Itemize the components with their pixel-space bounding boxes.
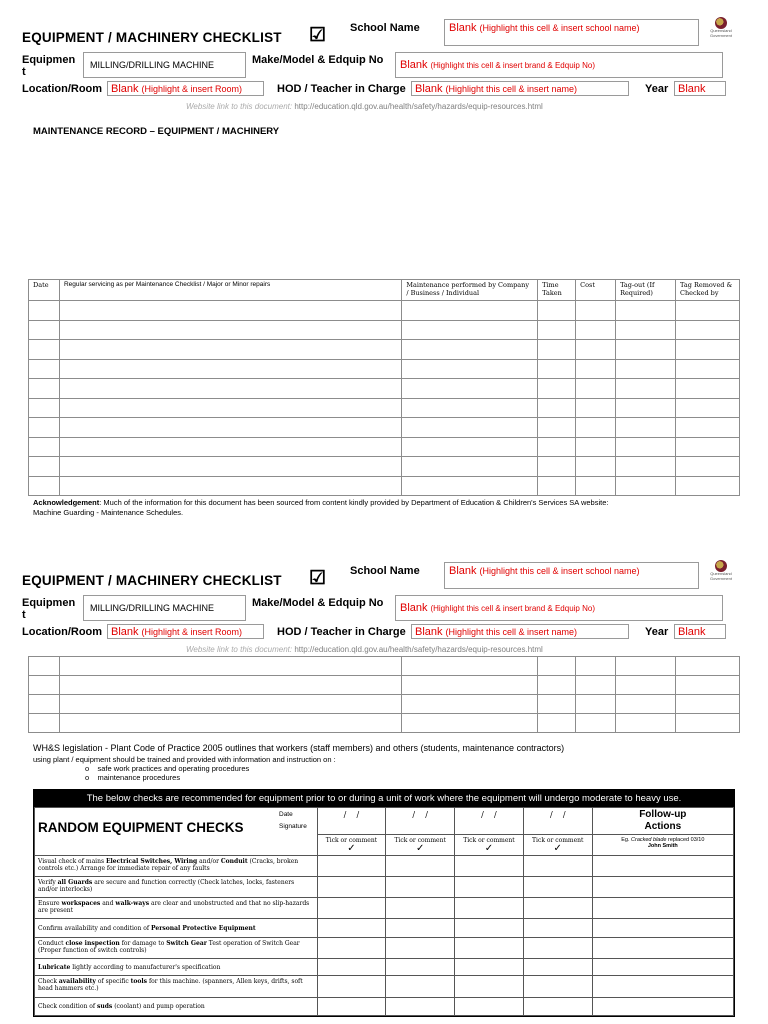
check-item: Verify all Guards are secure and function correctly (Check latches, locks, fasteners and/or interlocks) xyxy=(35,877,318,898)
table-row[interactable] xyxy=(29,379,740,399)
tick-icon: ✓ xyxy=(553,843,562,854)
hod-label-2: HOD / Teacher in Charge xyxy=(277,626,406,638)
col-tagout: Tag-out (If Required) xyxy=(616,280,676,301)
table-row[interactable] xyxy=(29,695,740,714)
col-tag-removed: Tag Removed & Checked by xyxy=(676,280,740,301)
check-item: Check availability of specific tools for this machine. (spanners, Allen keys, drifts, soft head hammers etc.) xyxy=(35,976,318,998)
make-model-field[interactable] xyxy=(395,52,723,78)
hod-blank: Blank xyxy=(415,83,443,95)
table-row[interactable] xyxy=(29,398,740,418)
followup-label-2: Actions xyxy=(644,821,682,832)
school-name-field-2[interactable] xyxy=(444,562,699,589)
check-item: Ensure workspaces and walk-ways are clear and unobstructed and that no slip-hazards are present xyxy=(35,898,318,919)
table-row[interactable] xyxy=(29,457,740,477)
check-item: Check condition of suds (coolant) and pump operation xyxy=(35,998,318,1016)
school-note-2: (Highlight this cell & insert school name) xyxy=(479,566,640,576)
legislation-bullets xyxy=(85,764,249,782)
bullet-icon: o xyxy=(85,764,90,773)
table-row[interactable] xyxy=(29,418,740,438)
check-row xyxy=(35,998,734,1016)
check-item: Conduct close inspection for damage to Switch Gear Test operation of Switch Gear (Proper function of switch controls) xyxy=(35,938,318,959)
location-label: Location/Room xyxy=(22,83,103,95)
location-label-2: Location/Room xyxy=(22,626,103,638)
maintenance-table-continued xyxy=(28,656,740,733)
check-item: Lubricate lightly according to manufacturer's specification xyxy=(35,959,318,976)
table-row[interactable] xyxy=(29,340,740,360)
location-note: (Highlight & insert Room) xyxy=(141,84,242,94)
col-performed-by: Maintenance performed by Company / Business / Individual xyxy=(402,280,538,301)
hod-label: HOD / Teacher in Charge xyxy=(277,83,406,95)
year-label-2: Year xyxy=(645,626,669,638)
location-blank-2: Blank xyxy=(111,626,139,638)
bullet-icon: o xyxy=(85,773,90,782)
signature-label: Signature xyxy=(279,823,307,830)
checklist-title-2: EQUIPMENT / MACHINERY CHECKLIST xyxy=(22,573,282,588)
link-url[interactable]: http://education.qld.gov.au/health/safety/hazards/equip-resources.html xyxy=(294,102,543,111)
acknowledgement xyxy=(33,498,608,518)
list-item: o safe work practices and operating procedures xyxy=(85,764,250,773)
location-note-2: (Highlight & insert Room) xyxy=(141,627,242,637)
table-row[interactable] xyxy=(29,359,740,379)
logo-text: Queensland Government xyxy=(709,28,732,38)
logo-text-2: Queensland Government xyxy=(709,571,732,581)
school-blank: Blank xyxy=(449,22,477,34)
legislation-line-1: WH&S legislation - Plant Code of Practice 2005 outlines that workers (staff members) and others (students, maintenance contractors) xyxy=(33,743,565,753)
check-row xyxy=(35,959,734,976)
hod-field[interactable] xyxy=(411,81,629,96)
followup-label-1: Follow-up xyxy=(639,809,687,820)
queensland-government-logo xyxy=(706,17,736,38)
make-blank-2: Blank xyxy=(400,602,428,614)
equipment-value: MILLING/DRILLING MACHINE xyxy=(90,60,215,70)
link-url-2[interactable]: http://education.qld.gov.au/health/safety/hazards/equip-resources.html xyxy=(294,645,543,654)
make-model-label: Make/Model & Edquip No xyxy=(252,54,384,66)
hod-field-2[interactable] xyxy=(411,624,629,639)
tick-header-2: Tick or comment ✓ xyxy=(386,835,455,856)
checks-banner: The below checks are recommended for equipment prior to or during a unit of work where the equipment will undergo moderate to heavy use. xyxy=(34,790,734,807)
checkbox-icon[interactable]: ☑ xyxy=(309,568,327,589)
check-row xyxy=(35,877,734,898)
equipment-label: Equipmen xyxy=(22,54,76,66)
year-label: Year xyxy=(645,83,669,95)
followup-example: Eg. Cracked blade replaced 03/10 John Smith xyxy=(592,835,733,856)
checks-title-cell xyxy=(35,808,318,856)
table-row[interactable] xyxy=(29,320,740,340)
make-note-2: (Highlight this cell & insert brand & Edquip No) xyxy=(430,604,595,613)
equipment-label-wrap: t xyxy=(22,66,26,78)
school-name-label: School Name xyxy=(350,22,420,34)
year-field-2[interactable] xyxy=(674,624,726,639)
tick-header-1: Tick or comment ✓ xyxy=(317,835,386,856)
ack-text-2: Machine Guarding - Maintenance Schedules. xyxy=(33,508,184,517)
location-field-2[interactable] xyxy=(107,624,264,639)
table-row[interactable] xyxy=(29,657,740,676)
equipment-value-2: MILLING/DRILLING MACHINE xyxy=(90,603,215,613)
tick-icon: ✓ xyxy=(415,843,425,854)
hod-note-2: (Highlight this cell & insert name) xyxy=(445,627,578,637)
website-link-2[interactable] xyxy=(186,645,543,654)
make-model-label-2: Make/Model & Edquip No xyxy=(252,597,384,609)
check-item: Confirm availability and condition of Personal Protective Equipment xyxy=(35,919,318,938)
tick-header-4: Tick or comment ✓ xyxy=(523,835,592,856)
date-cell-3[interactable]: / / xyxy=(455,808,524,835)
col-cost: Cost xyxy=(576,280,616,301)
year-field[interactable] xyxy=(674,81,726,96)
make-blank: Blank xyxy=(400,59,428,71)
tick-icon: ✓ xyxy=(484,843,494,854)
table-row[interactable] xyxy=(29,437,740,457)
checklist-title: EQUIPMENT / MACHINERY CHECKLIST xyxy=(22,30,282,45)
legislation-line-2: using plant / equipment should be trained and provided with information and instruction on : xyxy=(33,755,336,764)
col-servicing: Regular servicing as per Maintenance Checklist / Major or Minor repairs xyxy=(59,280,401,301)
table-row[interactable] xyxy=(29,301,740,321)
date-label: Date xyxy=(279,811,293,818)
followup-header xyxy=(592,808,733,835)
equipment-field[interactable] xyxy=(83,52,246,78)
table-row[interactable] xyxy=(29,676,740,695)
random-checks-panel xyxy=(33,789,735,1017)
check-row xyxy=(35,938,734,959)
ack-label: Acknowledgement xyxy=(33,498,100,507)
hod-blank-2: Blank xyxy=(415,626,443,638)
check-item: Visual check of mains Electrical Switches, Wiring and/or Conduit (Cracks, broken controls etc.) Arrange for immediate repair of any faults xyxy=(35,856,318,877)
hod-note: (Highlight this cell & insert name) xyxy=(445,84,578,94)
example-name: John Smith xyxy=(647,843,678,849)
checks-title: RANDOM EQUIPMENT CHECKS xyxy=(38,820,244,835)
check-row xyxy=(35,856,734,877)
year-blank: Blank xyxy=(678,83,706,95)
col-date: Date xyxy=(29,280,60,301)
school-blank-2: Blank xyxy=(449,565,477,577)
make-model-field-2[interactable] xyxy=(395,595,723,621)
link-prefix: Website link to this document: xyxy=(186,102,293,111)
location-blank: Blank xyxy=(111,83,139,95)
school-name-field[interactable] xyxy=(444,19,699,46)
equipment-label-wrap-2: t xyxy=(22,609,26,621)
website-link[interactable] xyxy=(186,102,543,111)
checkbox-icon[interactable]: ☑ xyxy=(309,25,327,46)
year-blank-2: Blank xyxy=(678,626,706,638)
table-row[interactable] xyxy=(29,714,740,733)
equipment-label-2: Equipmen xyxy=(22,597,76,609)
col-time: Time Taken xyxy=(538,280,576,301)
location-field[interactable] xyxy=(107,81,264,96)
random-checks-table xyxy=(34,807,734,1016)
tick-header-3: Tick or comment ✓ xyxy=(455,835,524,856)
school-name-label-2: School Name xyxy=(350,565,420,577)
tick-icon: ✓ xyxy=(347,843,356,854)
maintenance-table xyxy=(28,279,740,496)
school-note: (Highlight this cell & insert school name) xyxy=(479,23,640,33)
date-cell-2[interactable]: / / xyxy=(386,808,455,835)
date-cell-4[interactable]: / / xyxy=(523,808,592,835)
check-row xyxy=(35,976,734,998)
list-item: o maintenance procedures xyxy=(85,773,181,782)
equipment-field-2[interactable] xyxy=(83,595,246,621)
date-cell-1[interactable]: / / xyxy=(317,808,386,835)
table-row[interactable] xyxy=(29,476,740,496)
link-prefix-2: Website link to this document: xyxy=(186,645,293,654)
queensland-government-logo-2 xyxy=(706,560,736,581)
maintenance-heading: MAINTENANCE RECORD – EQUIPMENT / MACHINERY xyxy=(33,126,280,137)
make-note: (Highlight this cell & insert brand & Edquip No) xyxy=(430,61,595,70)
check-row xyxy=(35,919,734,938)
ack-text: : Much of the information for this document has been sourced from content kindly provided by Department of Education & Children's Services SA website: xyxy=(99,498,609,507)
check-row xyxy=(35,898,734,919)
